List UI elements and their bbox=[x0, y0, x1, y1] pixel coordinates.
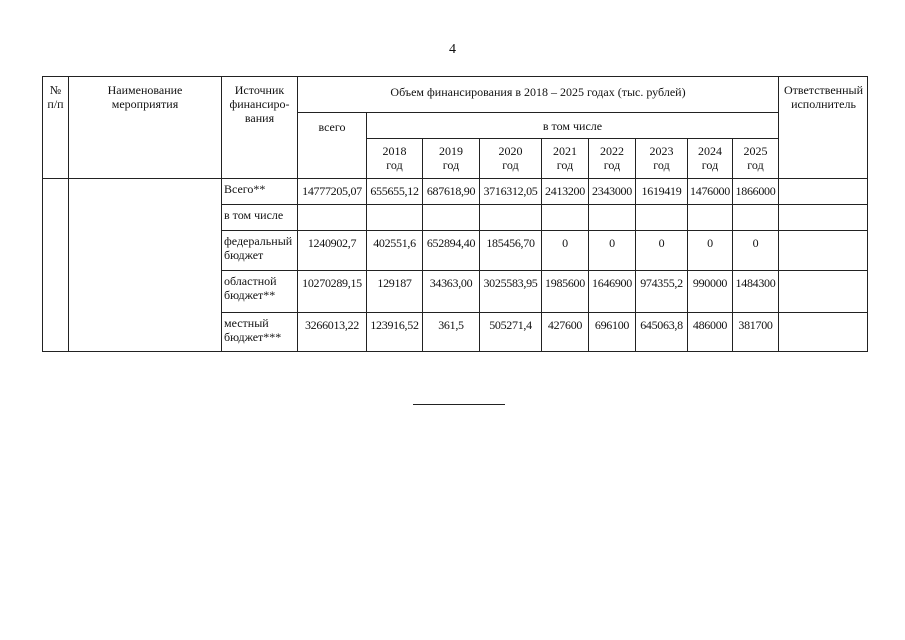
row-year-value: 361,5 bbox=[422, 312, 479, 352]
header-year: 2025 год bbox=[732, 138, 778, 178]
row-year-value: 1619419 bbox=[635, 178, 687, 204]
row-year-value: 974355,2 bbox=[635, 270, 687, 312]
row-year-value: 652894,40 bbox=[422, 230, 479, 270]
row-year-value bbox=[541, 204, 588, 230]
row-source: федеральный бюджет bbox=[221, 230, 297, 270]
row-year-value: 645063,8 bbox=[635, 312, 687, 352]
row-total: 10270289,15 bbox=[297, 270, 366, 312]
row-year-value: 0 bbox=[732, 230, 778, 270]
header-volume: Объем финансирования в 2018 – 2025 годах (тыс. рублей) bbox=[297, 76, 778, 112]
row-year-value: 0 bbox=[541, 230, 588, 270]
row-year-value: 34363,00 bbox=[422, 270, 479, 312]
row-source: Всего** bbox=[221, 178, 297, 204]
row-year-value bbox=[588, 204, 635, 230]
header-year: 2024 год bbox=[687, 138, 732, 178]
row-year-value: 687618,90 bbox=[422, 178, 479, 204]
row-year-value: 1484300 bbox=[732, 270, 778, 312]
row-responsible bbox=[778, 270, 868, 312]
row-source: местный бюджет*** bbox=[221, 312, 297, 352]
row-year-value: 486000 bbox=[687, 312, 732, 352]
row-year-value: 0 bbox=[588, 230, 635, 270]
row-source: областной бюджет** bbox=[221, 270, 297, 312]
row-total: 3266013,22 bbox=[297, 312, 366, 352]
row-year-value: 505271,4 bbox=[479, 312, 541, 352]
row-responsible bbox=[778, 178, 868, 204]
header-name: Наименование мероприятия bbox=[68, 76, 221, 178]
row-year-value: 2343000 bbox=[588, 178, 635, 204]
row-year-value: 990000 bbox=[687, 270, 732, 312]
header-year: 2023 год bbox=[635, 138, 687, 178]
row-year-value: 655655,12 bbox=[366, 178, 422, 204]
row-year-value: 1985600 bbox=[541, 270, 588, 312]
header-year: 2021 год bbox=[541, 138, 588, 178]
financing-table bbox=[42, 76, 868, 352]
row-year-value: 696100 bbox=[588, 312, 635, 352]
row-year-value bbox=[479, 204, 541, 230]
row-responsible bbox=[778, 230, 868, 270]
row-total: 1240902,7 bbox=[297, 230, 366, 270]
end-separator-line bbox=[413, 404, 505, 405]
row-year-value: 402551,6 bbox=[366, 230, 422, 270]
header-year: 2020 год bbox=[479, 138, 541, 178]
row-year-value: 3716312,05 bbox=[479, 178, 541, 204]
row-year-value: 2413200 bbox=[541, 178, 588, 204]
row-year-value bbox=[366, 204, 422, 230]
row-year-value: 381700 bbox=[732, 312, 778, 352]
row-year-value: 1646900 bbox=[588, 270, 635, 312]
row-year-value: 1476000 bbox=[687, 178, 732, 204]
row-name-cell bbox=[68, 178, 221, 352]
header-source: Источник финансиро- вания bbox=[221, 76, 297, 178]
row-year-value bbox=[422, 204, 479, 230]
header-responsible: Ответственный исполнитель bbox=[778, 76, 868, 178]
row-responsible bbox=[778, 204, 868, 230]
header-year: 2022 год bbox=[588, 138, 635, 178]
row-year-value: 129187 bbox=[366, 270, 422, 312]
header-total: всего bbox=[297, 112, 366, 178]
row-year-value: 0 bbox=[635, 230, 687, 270]
page-number: 4 bbox=[449, 42, 456, 57]
header-year: 2019 год bbox=[422, 138, 479, 178]
row-year-value: 427600 bbox=[541, 312, 588, 352]
row-year-value: 1866000 bbox=[732, 178, 778, 204]
row-total: 14777205,07 bbox=[297, 178, 366, 204]
row-year-value: 185456,70 bbox=[479, 230, 541, 270]
header-including: в том числе bbox=[366, 112, 778, 138]
row-year-value: 3025583,95 bbox=[479, 270, 541, 312]
header-no: № п/п bbox=[42, 76, 68, 178]
row-year-value bbox=[687, 204, 732, 230]
row-year-value bbox=[732, 204, 778, 230]
row-year-value bbox=[635, 204, 687, 230]
row-no-cell bbox=[42, 178, 68, 352]
header-year: 2018 год bbox=[366, 138, 422, 178]
row-year-value: 0 bbox=[687, 230, 732, 270]
row-year-value: 123916,52 bbox=[366, 312, 422, 352]
row-total bbox=[297, 204, 366, 230]
row-source: в том числе bbox=[221, 204, 297, 230]
row-responsible bbox=[778, 312, 868, 352]
